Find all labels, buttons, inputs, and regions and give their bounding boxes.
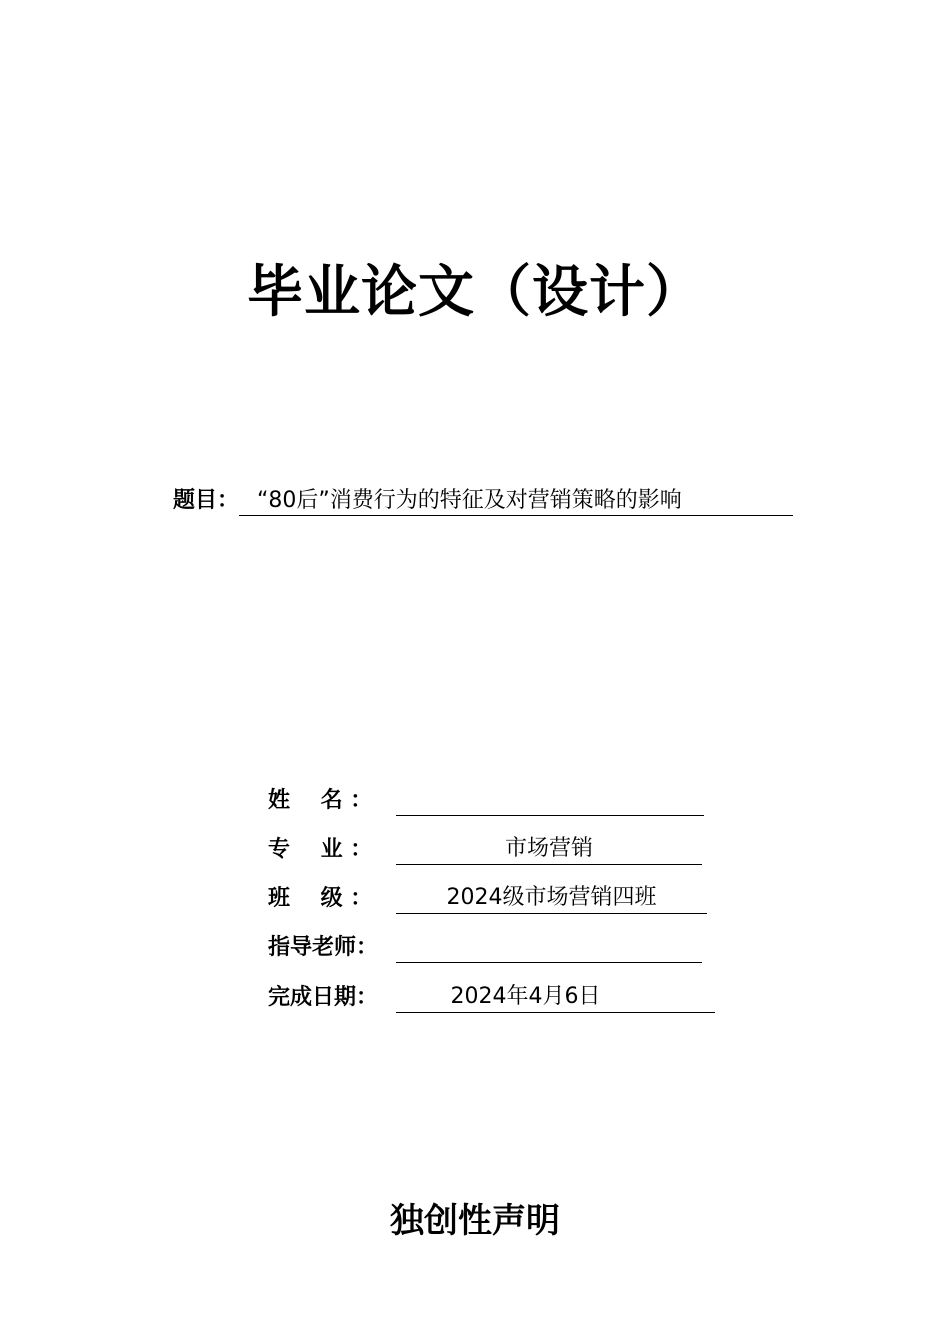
advisor-row (268, 931, 702, 963)
major-value: 市场营销 (396, 835, 702, 865)
topic-value: “80后”消费行为的特征及对营销策略的影响 (239, 487, 793, 516)
class-label: 班 级 ： (268, 886, 373, 911)
class-row (268, 882, 707, 914)
advisor-value (396, 933, 702, 963)
completion-date-value: 2024年4月6日 (396, 983, 715, 1013)
originality-declaration-heading: 独创性声明 (390, 1201, 560, 1241)
major-label: 专 业 ： (268, 837, 373, 862)
topic-label: 题目： (173, 488, 240, 513)
major-row (268, 833, 702, 865)
completion-date-row (268, 981, 715, 1013)
completion-date-label: 完成日期： (268, 985, 379, 1010)
name-value (396, 786, 704, 816)
advisor-label: 指导老师： (268, 935, 379, 960)
name-label: 姓 名 ： (268, 788, 373, 813)
topic-row (173, 484, 793, 516)
thesis-cover-title: 毕业论文（设计） (247, 260, 703, 325)
class-value: 2024级市场营销四班 (396, 884, 707, 914)
name-row (268, 784, 704, 816)
